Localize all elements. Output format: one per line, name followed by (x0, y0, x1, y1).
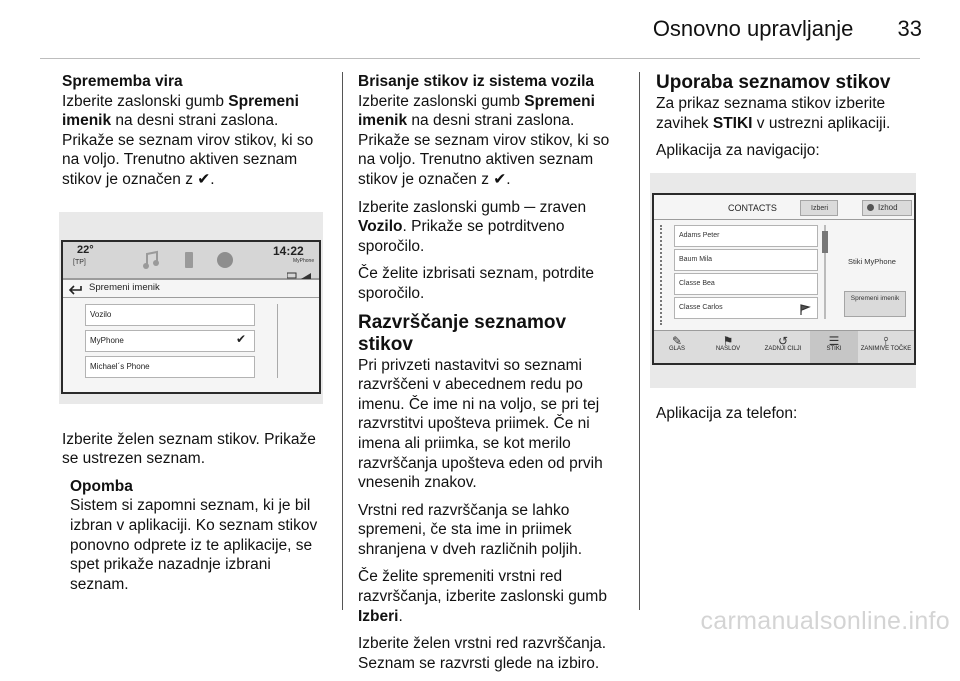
screenshot-change-phonebook (59, 212, 323, 404)
header-rule (40, 58, 920, 59)
column-divider-2 (639, 72, 640, 610)
temperature: 22° (77, 243, 94, 256)
globe-icon[interactable] (211, 246, 239, 274)
check-icon: ✔ (197, 170, 211, 188)
select-button[interactable]: Izberi (800, 200, 838, 216)
paragraph-change-source: Izberite zaslonski gumb Spremeni imenik na desni strani zaslona. Prikaže se seznam virov stikov, ki so na voljo. Trenutno aktiven seznam stikov je označen z ✔. (62, 92, 314, 188)
poi-icon: ⫯ (883, 333, 889, 348)
nav-tab-points-of-interest[interactable]: ⫯ ZANIMIVE TOČKE (860, 333, 912, 353)
status-bar (63, 242, 319, 279)
section-heading-change-source: Sprememba vira (62, 73, 183, 90)
column-divider-1 (342, 72, 343, 610)
section-heading-sorting: Razvrščanje seznamov stikov (358, 311, 567, 355)
paragraph-sorting-4: Izberite želen vrstni red razvrščanja. Seznam se razvrsti glede na izbiro. (358, 635, 607, 672)
flag-icon (799, 302, 811, 322)
voice-icon: ✎ (671, 333, 683, 348)
battery-signal-icon (287, 266, 313, 286)
column-2 (358, 72, 626, 681)
exit-button[interactable]: Izhod (862, 200, 912, 216)
paragraph-delete-2: Izberite zaslonski gumb ─ zraven Vozilo. Prikaže se potrditveno sporočilo. (358, 198, 587, 255)
contact-item[interactable]: Adams Peter (674, 225, 818, 247)
contact-item[interactable]: Classe Carlos (674, 297, 818, 319)
phonebook-screen (61, 240, 321, 394)
change-phonebook-button[interactable]: Spremeni imenik (844, 291, 906, 317)
section-heading-using-contacts: Uporaba seznamov stikov (656, 72, 891, 93)
watermark: carmanualsonline.info (700, 607, 950, 635)
minus-icon: ─ (524, 198, 536, 216)
phonebook-item-michaels-phone[interactable]: Michael´s Phone (85, 356, 255, 378)
clock: 14:22 (273, 243, 304, 258)
scrollbar[interactable] (277, 304, 278, 378)
back-arrow-icon[interactable] (69, 282, 85, 302)
contact-item[interactable]: Classe Bea (674, 273, 818, 295)
phonebook-item-vehicle[interactable]: Vozilo (85, 304, 255, 326)
nav-tab-voice[interactable]: ✎ GLAS (668, 333, 685, 353)
paragraph-delete-3: Če želite izbrisati seznam, potrdite sporočilo. (358, 265, 595, 302)
phonebook-item-myphone[interactable]: MyPhone ✔ (85, 330, 255, 352)
contacts-source-label: Stiki MyPhone (848, 256, 896, 266)
scrollbar[interactable] (822, 225, 828, 319)
paragraph-sorting-3: Če želite spremeniti vrstni red razvrščanja, izberite zaslonski gumb Izberi. (358, 568, 607, 625)
alphabet-index[interactable] (660, 225, 666, 325)
note-block (70, 477, 324, 595)
contacts-icon: ☰ (828, 333, 840, 348)
navigation-bar (654, 330, 914, 363)
nav-tab-recent-destinations[interactable]: ↺ ZADNJI CILJI (764, 333, 802, 353)
check-icon: ✔ (236, 331, 247, 346)
screenshot-contacts-navigation (650, 173, 916, 388)
page-title: Osnovno upravljanje (652, 16, 854, 41)
column-1 (62, 72, 324, 602)
paragraph-sorting-2: Vrstni red razvrščanja se lahko spremeni, če sta ime in priimek shranjena v dveh različnih poljih. (358, 501, 583, 558)
contacts-screen-title: CONTACTS (728, 202, 777, 213)
check-icon: ✔ (493, 170, 507, 188)
traffic-program: [TP] (73, 258, 86, 266)
paragraph-navigation-app: Aplikacija za navigacijo: (656, 142, 820, 160)
page-number: 33 (897, 16, 922, 41)
nav-tab-contacts[interactable]: ☰ STIKI (810, 331, 858, 363)
note-title: Opomba (70, 477, 133, 495)
contacts-screen (652, 193, 916, 365)
music-icon[interactable] (137, 246, 165, 274)
phone-name: MyPhone (293, 257, 315, 264)
contact-item[interactable]: Baum Mila (674, 249, 818, 271)
paragraph-sorting-1: Pri privzeti nastavitvi so seznami razvrščeni v abecednem redu po imenu. Če ime ni na voljo, se pri tej razvrstitvi upošteva priimek. Če ni imena ali priimka, se kot merilo razvrščanja upošteva eden od prvih vnesenih znakov. (358, 356, 603, 492)
note-body: Sistem si zapomni seznam, ki je bil izbran v aplikaciji. Ko seznam stikov ponovno odprete iz te aplikacije, se spet prikaže nazadnje izbrani seznam. (70, 497, 318, 593)
recent-destinations-icon: ↺ (777, 333, 789, 348)
column-3 (656, 72, 918, 431)
paragraph-phone-app: Aplikacija za telefon: (656, 404, 798, 422)
exit-icon (867, 204, 874, 211)
phonebook-screen-title: Spremeni imenik (89, 281, 160, 293)
paragraph-delete-1: Izberite zaslonski gumb Spremeni imenik na desni strani zaslona. Prikaže se seznam virov stikov, ki so na voljo. Trenutno aktiven seznam stikov je označen z ✔. (358, 92, 610, 188)
nav-tab-address[interactable]: ⚑ NASLOV (715, 333, 741, 353)
phone-icon[interactable] (175, 246, 203, 274)
flag-icon: ⚑ (722, 333, 734, 348)
section-heading-delete-contacts: Brisanje stikov iz sistema vozila (358, 73, 595, 90)
paragraph-select-list: Izberite želen seznam stikov. Prikaže se ustrezen seznam. (62, 430, 316, 468)
paragraph-using-1: Za prikaz seznama stikov izberite zavihek STIKI v ustrezni aplikaciji. (656, 95, 891, 132)
